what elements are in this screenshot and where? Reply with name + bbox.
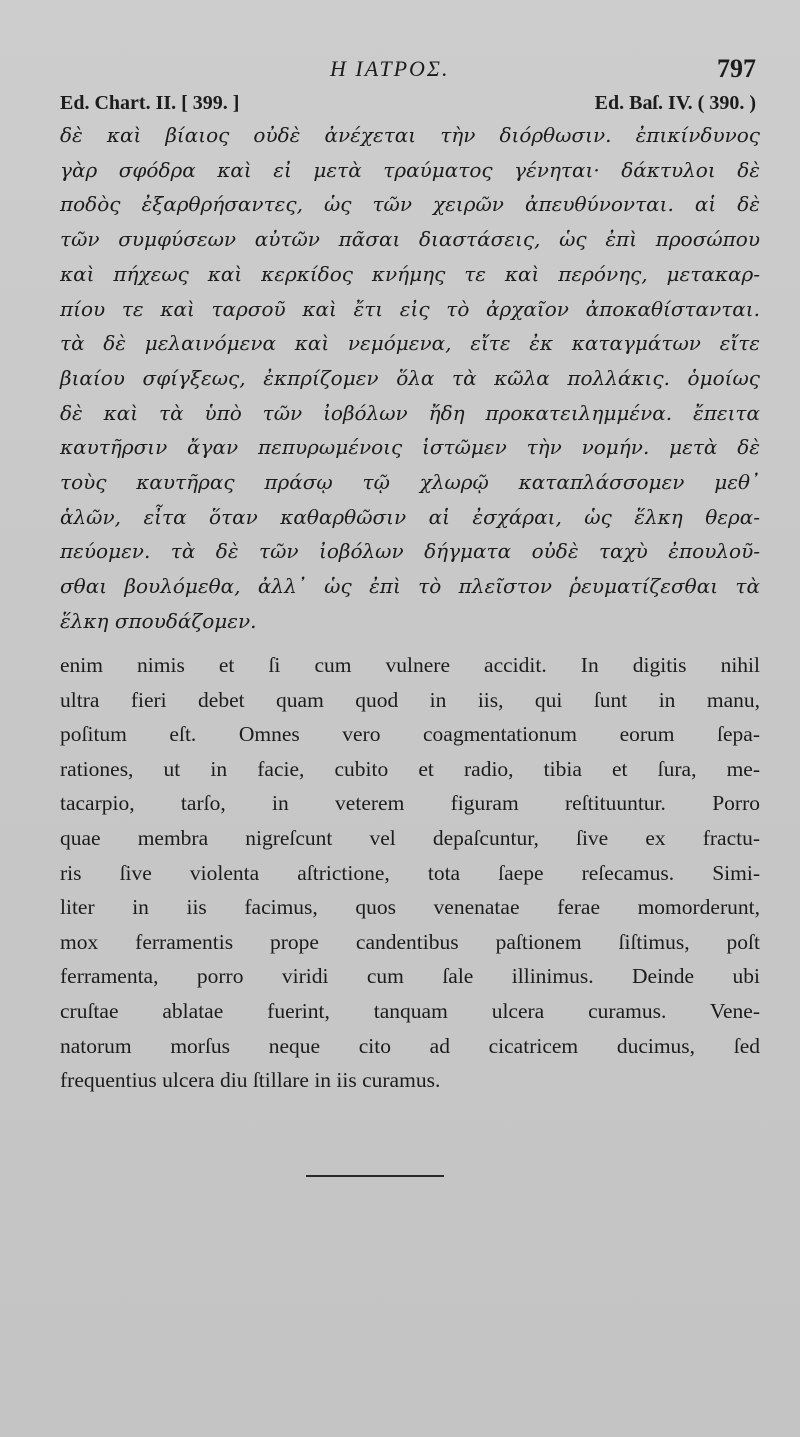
greek-line: τὰ δὲ μελαινόμενα καὶ νεμόμενα, εἴτε ἐκ καταγμάτων εἴτε [60,331,760,356]
latin-line: enim nimis et ſi cum vulnere accidit. In digitis nihil [60,653,760,677]
latin-line: rationes, ut in facie, cubito et radio, tibia et ſura, me- [60,756,760,781]
greek-line: πίου τε καὶ ταρσοῦ καὶ ἔτι εἰς τὸ ἀρχαῖον ἀποκαθίστανται. [60,296,760,321]
greek-line: δὲ καὶ βίαιος οὐδὲ ἀνέχεται τὴν διόρθωσιν. ἐπικίνδυνος [60,123,760,147]
greek-line: τῶν συμφύσεων αὐτῶν πᾶσαι διαστάσεις, ὡς ἐπὶ προσώπου [60,227,760,252]
greek-line: βιαίου σφίγξεως, ἐκπρίζομεν ὅλα τὰ κῶλα πολλάκις. ὁμοίως [60,365,760,390]
latin-line: frequentius ulcera diu ſtillare in iis curamus. [60,1068,441,1093]
latin-line: ris ſive violenta aſtrictione, tota ſaepe reſecamus. Simi- [60,860,760,885]
greek-line: τοὺς καυτῆρας πράσῳ τῷ χλωρῷ καταπλάσσομεν μεθ᾽ [60,470,760,495]
edition-reference-chartier: Ed. Chart. II. [ 399. ] [60,92,240,114]
end-rule-divider [306,1175,444,1177]
greek-text-block [60,118,760,639]
greek-line: καὶ πήχεως καὶ κερκίδος κνήμης τε καὶ περόνης, μετακαρ- [60,261,760,286]
latin-line: cruſtae ablatae fuerint, tanquam ulcera curamus. Vene- [60,998,760,1023]
greek-line: γὰρ σφόδρα καὶ εἰ μετὰ τραύματος γένηται· δάκτυλοι δὲ [60,157,760,182]
edition-reference-basel: Ed. Baſ. IV. ( 390. ) [594,92,756,114]
latin-line: tacarpio, tarſo, in veterem figuram reſtituuntur. Porro [60,791,760,816]
latin-line: mox ferramentis prope candentibus paſtionem ſiſtimus, poſt [60,929,760,954]
latin-line: ultra fieri debet quam quod in iis, qui ſunt in manu, [60,687,760,712]
latin-text-block [60,648,760,1098]
greek-line: καυτῆρσιν ἄγαν πεπυρωμένοις ἱστῶμεν τὴν νομήν. μετὰ δὲ [60,435,760,460]
latin-line: natorum morſus neque cito ad cicatricem ducimus, ſed [60,1033,760,1058]
latin-line: poſitum eſt. Omnes vero coagmentationum eorum ſepa- [60,722,760,747]
greek-line: ἕλκη σπουδάζομεν. [60,608,257,633]
greek-line: σθαι βουλόμεθα, ἀλλ᾽ ὡς ἐπὶ τὸ πλεῖστον ῥευματίζεσθαι τὰ [60,574,760,599]
running-title: Η ΙΑΤΡΟΣ. [330,56,450,81]
greek-line: δὲ καὶ τὰ ὑπὸ τῶν ἰοβόλων ἤδη προκατειλημμένα. ἔπειτα [60,400,760,425]
latin-line: liter in iis facimus, quos venenatae ferae momorderunt, [60,895,760,920]
latin-line: quae membra nigreſcunt vel depaſcuntur, ſive ex fractu- [60,825,760,850]
greek-line: ἁλῶν, εἶτα ὅταν καθαρθῶσιν αἱ ἐσχάραι, ὡς ἕλκη θερα- [60,504,760,529]
greek-line: ποδὸς ἐξαρθρήσαντες, ὡς τῶν χειρῶν ἀπευθύνονται. αἱ δὲ [60,192,760,217]
latin-line: ferramenta, porro viridi cum ſale illinimus. Deinde ubi [60,964,760,989]
page-number: 797 [717,54,756,83]
greek-line: πεύομεν. τὰ δὲ τῶν ἰοβόλων δήγματα οὐδὲ ταχὺ ἐπουλοῦ- [60,539,760,564]
